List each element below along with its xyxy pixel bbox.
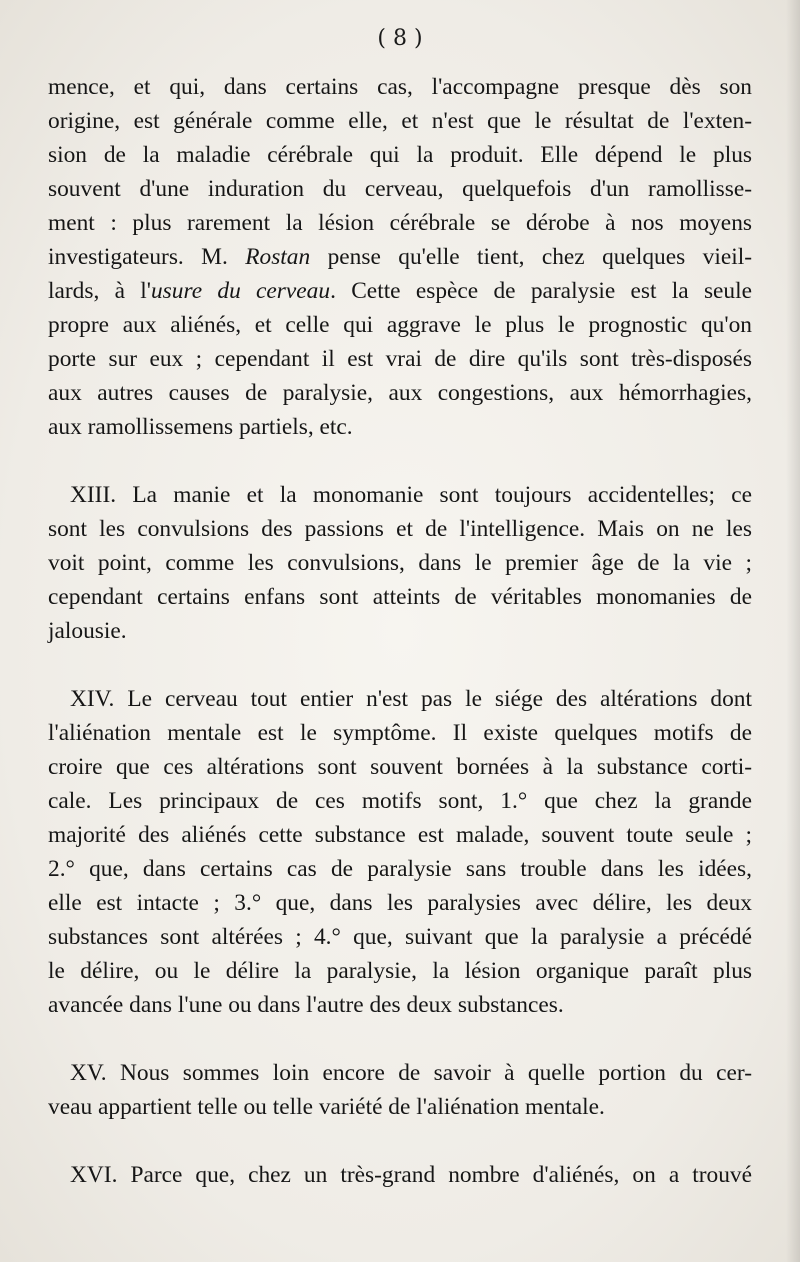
text-line: porte sur eux ; cependant il est vrai de dire qu'ils sont très-disposés: [48, 346, 752, 372]
text-line: aux ramollissemens partiels, etc.: [48, 414, 353, 440]
text-line: sion de la maladie cérébrale qui la produit. Elle dépend le plus: [48, 142, 752, 168]
text-line: le délire, ou le délire la paralysie, la lésion organique paraît plus: [48, 958, 752, 984]
text-line: mence, et qui, dans certains cas, l'accompagne presque dès son: [48, 74, 752, 100]
paragraph: [48, 70, 752, 444]
text-line: cependant certains enfans sont atteints de véritables monomanies de: [48, 584, 752, 610]
paragraph: [48, 1158, 752, 1192]
text-line: XVI. Parce que, chez un très-grand nombre d'aliénés, on a trouvé: [70, 1162, 752, 1188]
page-body: [48, 70, 752, 1192]
paragraph-gap: [48, 444, 752, 478]
text-line: lards, à l'usure du cerveau. Cette espèce de paralysie est la seule: [48, 278, 753, 304]
paragraph: [48, 682, 752, 1022]
page-edge-shadow: [786, 0, 800, 1262]
paragraph-gap: [48, 1124, 752, 1158]
text-line: XIII. La manie et la monomanie sont toujours accidentelles; ce: [70, 482, 752, 508]
paragraph: [48, 1056, 752, 1124]
text-line: jalousie.: [48, 618, 127, 644]
text-line: XV. Nous sommes loin encore de savoir à quelle portion du cer-: [70, 1060, 752, 1086]
paragraph-gap: [48, 648, 752, 682]
text-line: investigateurs. M. Rostan pense qu'elle tient, chez quelques vieil-: [48, 244, 752, 270]
text-line: substances sont altérées ; 4.° que, suivant que la paralysie a précédé: [48, 924, 752, 950]
text-line: 2.° que, dans certains cas de paralysie sans trouble dans les idées,: [48, 856, 752, 882]
text-line: voit point, comme les convulsions, dans le premier âge de la vie ;: [48, 550, 752, 576]
text-line: majorité des aliénés cette substance est malade, souvent toute seule ;: [48, 822, 752, 848]
text-line: cale. Les principaux de ces motifs sont, 1.° que chez la grande: [48, 788, 752, 814]
text-line: propre aux aliénés, et celle qui aggrave le plus le prognostic qu'on: [48, 312, 752, 338]
text-line: aux autres causes de paralysie, aux congestions, aux hémorrhagies,: [48, 380, 752, 406]
text-line: avancée dans l'une ou dans l'autre des deux substances.: [48, 992, 564, 1018]
text-line: ment : plus rarement la lésion cérébrale se dérobe à nos moyens: [48, 210, 752, 236]
text-line: XIV. Le cerveau tout entier n'est pas le siége des altérations dont: [70, 686, 752, 712]
text-line: souvent d'une induration du cerveau, quelquefois d'un ramollisse-: [48, 176, 752, 202]
paragraph-gap: [48, 1022, 752, 1056]
text-line: l'aliénation mentale est le symptôme. Il existe quelques motifs de: [48, 720, 752, 746]
text-line: origine, est générale comme elle, et n'est que le résultat de l'exten-: [48, 108, 752, 134]
text-line: croire que ces altérations sont souvent bornées à la substance corti-: [48, 754, 752, 780]
page-number: ( 8 ): [377, 26, 423, 51]
paragraph: [48, 478, 752, 648]
text-line: sont les convulsions des passions et de l'intelligence. Mais on ne les: [48, 516, 752, 542]
text-line: elle est intacte ; 3.° que, dans les paralysies avec délire, les deux: [48, 890, 752, 916]
text-line: veau appartient telle ou telle variété de l'aliénation mentale.: [48, 1094, 605, 1120]
